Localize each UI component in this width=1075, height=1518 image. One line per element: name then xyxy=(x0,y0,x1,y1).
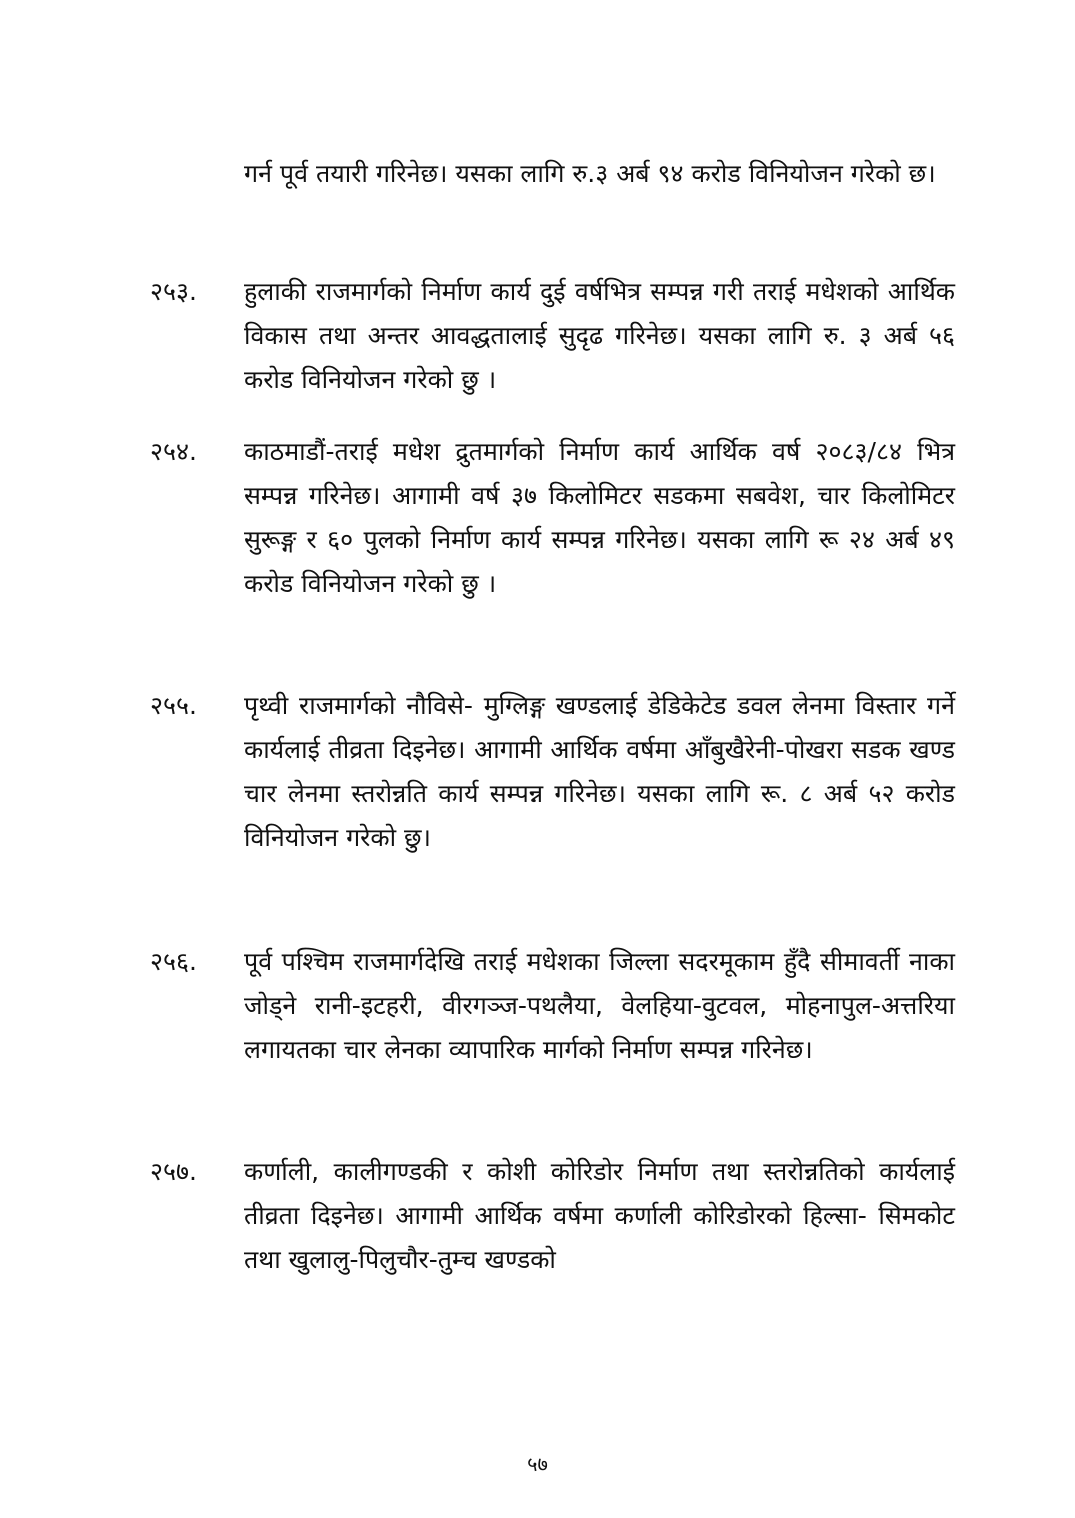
paragraph-number: २५७. xyxy=(150,1157,197,1186)
paragraph-number: २५४. xyxy=(150,437,197,466)
paragraph-text: हुलाकी राजमार्गको निर्माण कार्य दुई वर्षभित्र सम्पन्न गरी तराई मधेशको आर्थिक विकास तथा अन्तर आवद्धतालाई सुदृढ गरिनेछ। यसका लागि रु. ३ अर्ब ५६ करोड विनियोजन गरेको छु । xyxy=(244,277,955,394)
continuation-text: गर्न पूर्व तयारी गरिनेछ। यसका लागि रु.३ अर्ब ९४ करोड विनियोजन गरेको छ। xyxy=(244,159,936,188)
paragraph-text: काठमाडौं-तराई मधेश द्रुतमार्गको निर्माण कार्य आर्थिक वर्ष २०८३/८४ भित्र सम्पन्न गरिनेछ। आगामी वर्ष ३७ किलोमिटर सडकमा सबवेश, चार किलोमिटर सुरूङ्ग र ६० पुलको निर्माण कार्य सम्पन्न गरिनेछ। यसका लागि रू २४ अर्ब ४९ करोड विनियोजन गरेको छु । xyxy=(244,437,955,598)
paragraph-number: २५३. xyxy=(150,277,197,306)
paragraph-text: कर्णाली, कालीगण्डकी र कोशी कोरिडोर निर्माण तथा स्तरोन्नतिको कार्यलाई तीव्रता दिइनेछ। आगामी आर्थिक वर्षमा कर्णाली कोरिडोरको हिल्सा- सिमकोट तथा खुलालु-पिलुचौर-तुम्च खण्डको xyxy=(244,1157,955,1274)
paragraph-text: पूर्व पश्चिम राजमार्गदेखि तराई मधेशका जिल्ला सदरमूकाम हुँदै सीमावर्ती नाका जोड्ने रानी-इटहरी, वीरगञ्ज-पथलैया, वेलहिया-वुटवल, मोहनापुल-अत्तरिया लगायतका चार लेनका व्यापारिक मार्गको निर्माण सम्पन्न गरिनेछ। xyxy=(244,947,955,1064)
paragraph-text: पृथ्वी राजमार्गको नौविसे- मुग्लिङ्ग खण्डलाई डेडिकेटेड डवल लेनमा विस्तार गर्ने कार्यलाई तीव्रता दिइनेछ। आगामी आर्थिक वर्षमा आँबुखैरेनी-पोखरा सडक खण्ड चार लेनमा स्तरोन्नति कार्य सम्पन्न गरिनेछ। यसका लागि रू. ८ अर्ब ५२ करोड विनियोजन गरेको छु। xyxy=(244,691,955,852)
page-number: ५७ xyxy=(527,1452,548,1476)
paragraph-number: २५५. xyxy=(150,691,197,720)
paragraph-number: २५६. xyxy=(150,947,197,976)
